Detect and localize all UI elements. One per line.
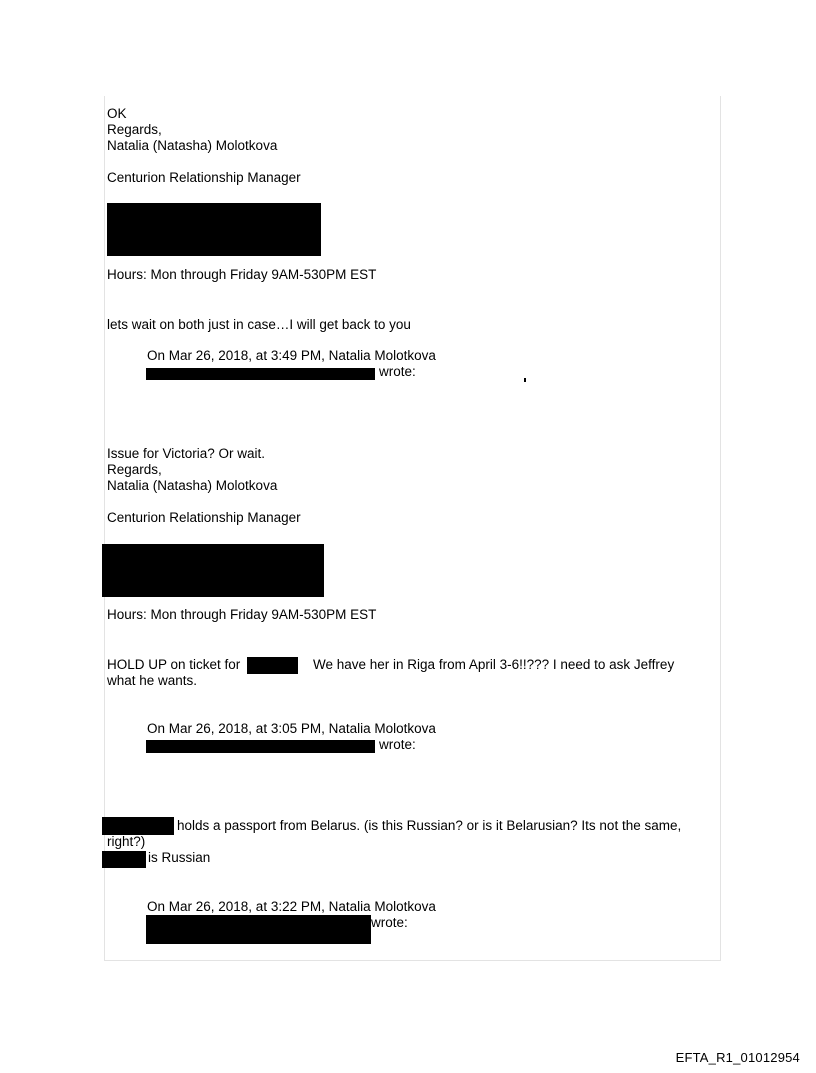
redaction-block — [107, 203, 321, 256]
message-body-line: holds a passport from Belarus. (is this Russian? or is it Belarusian? Its not the same, — [177, 818, 682, 833]
document-id: EFTA_R1_01012954 — [675, 1050, 800, 1065]
redacted-email-address — [146, 368, 375, 380]
quote-wrote: wrote: — [371, 915, 408, 930]
message-body: lets wait on both just in case…I will get back to you — [107, 317, 411, 332]
message-body-line: what he wants. — [107, 673, 198, 688]
signature-regards: Regards, — [107, 122, 162, 137]
signature-name: Natalia (Natasha) Molotkova — [107, 138, 278, 153]
quote-header: On Mar 26, 2018, at 3:49 PM, Natalia Molotkova — [147, 348, 436, 363]
reply-text: Issue for Victoria? Or wait. — [107, 446, 266, 461]
signature-hours: Hours: Mon through Friday 9AM-530PM EST — [107, 267, 377, 282]
redacted-email-address — [146, 740, 375, 753]
signature-title: Centurion Relationship Manager — [107, 170, 301, 185]
redacted-name — [102, 817, 174, 835]
redacted-name — [247, 657, 298, 674]
quote-header: On Mar 26, 2018, at 3:22 PM, Natalia Molotkova — [147, 899, 436, 914]
signature-name: Natalia (Natasha) Molotkova — [107, 478, 278, 493]
scan-mark — [524, 378, 526, 382]
signature-title: Centurion Relationship Manager — [107, 510, 301, 525]
quote-wrote: wrote: — [379, 364, 416, 379]
reply-text: OK — [107, 106, 127, 121]
message-body-line: is Russian — [148, 850, 211, 865]
redaction-block — [102, 544, 324, 597]
message-body-line: right?) — [107, 834, 146, 849]
quote-header: On Mar 26, 2018, at 3:05 PM, Natalia Molotkova — [147, 721, 436, 736]
message-body-line: HOLD UP on ticket for — [107, 657, 241, 672]
redacted-email-address — [146, 915, 371, 944]
signature-regards: Regards, — [107, 462, 162, 477]
message-body-line: We have her in Riga from April 3-6!!??? I need to ask Jeffrey — [313, 657, 675, 672]
signature-hours: Hours: Mon through Friday 9AM-530PM EST — [107, 607, 377, 622]
quote-wrote: wrote: — [379, 737, 416, 752]
redacted-name — [102, 851, 146, 868]
